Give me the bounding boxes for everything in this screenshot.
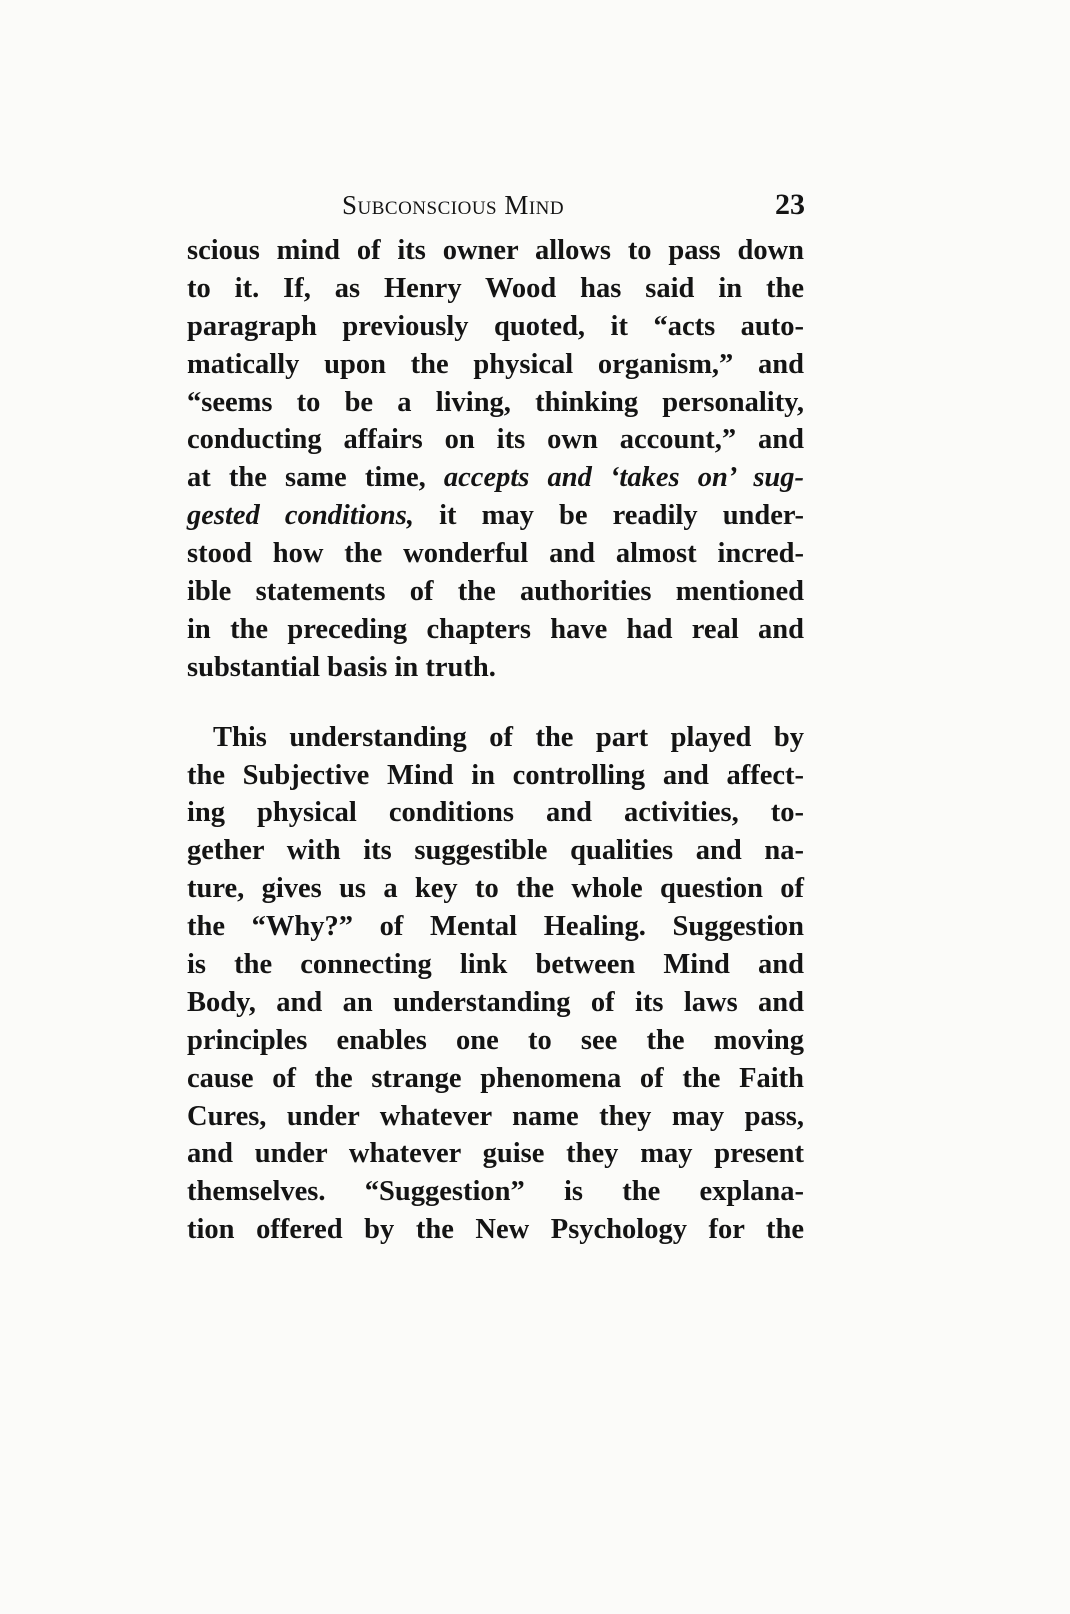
- paragraph-2: [187, 719, 804, 1249]
- page-number: 23: [775, 188, 805, 221]
- text-line: ible statements of the authorities mentioned: [187, 576, 804, 608]
- text-line: ing physical conditions and activities, to-: [187, 797, 804, 829]
- text-line: [187, 459, 804, 497]
- text-line: “seems to be a living, thinking personality,: [187, 386, 804, 418]
- text-segment: at the same time,: [187, 462, 444, 494]
- text-line: substantial basis in truth.: [187, 651, 496, 683]
- text-line: themselves. “Suggestion” is the explana-: [187, 1176, 804, 1208]
- text-line: conducting affairs on its own account,” and: [187, 424, 804, 456]
- text-line: and under whatever guise they may present: [187, 1138, 804, 1170]
- paragraph-1: [187, 232, 804, 687]
- text-line: matically upon the physical organism,” and: [187, 348, 804, 380]
- text-line: is the connecting link between Mind and: [187, 949, 804, 981]
- body-text: [187, 232, 804, 1249]
- page-header: [187, 190, 805, 230]
- text-line: scious mind of its owner allows to pass down: [187, 235, 804, 266]
- text-line: principles enables one to see the moving: [187, 1024, 804, 1056]
- text-line: ture, gives us a key to the whole question of: [187, 873, 804, 905]
- text-line: stood how the wonderful and almost incred-: [187, 538, 804, 570]
- text-line: tion offered by the New Psychology for the: [187, 1214, 804, 1246]
- running-title: Subconscious Mind: [342, 190, 565, 220]
- text-line: the Subjective Mind in controlling and affect-: [187, 759, 804, 791]
- text-line: Body, and an understanding of its laws and: [187, 986, 804, 1018]
- text-line: gether with its suggestible qualities and na-: [187, 835, 804, 867]
- text-line: Cures, under whatever name they may pass,: [187, 1100, 804, 1132]
- text-line: [187, 497, 804, 535]
- text-line: to it. If, as Henry Wood has said in the: [187, 272, 804, 304]
- italic-segment: gested conditions,: [187, 500, 414, 532]
- text-line: in the preceding chapters have had real and: [187, 613, 804, 645]
- text-line: the “Why?” of Mental Healing. Suggestion: [187, 911, 804, 943]
- italic-segment: accepts and ‘takes on’ sug-: [443, 462, 804, 494]
- text-segment: it may be readily under-: [414, 500, 804, 532]
- text-line: This understanding of the part played by: [213, 721, 804, 753]
- text-line: paragraph previously quoted, it “acts auto-: [187, 310, 804, 342]
- text-line: cause of the strange phenomena of the Faith: [187, 1062, 804, 1094]
